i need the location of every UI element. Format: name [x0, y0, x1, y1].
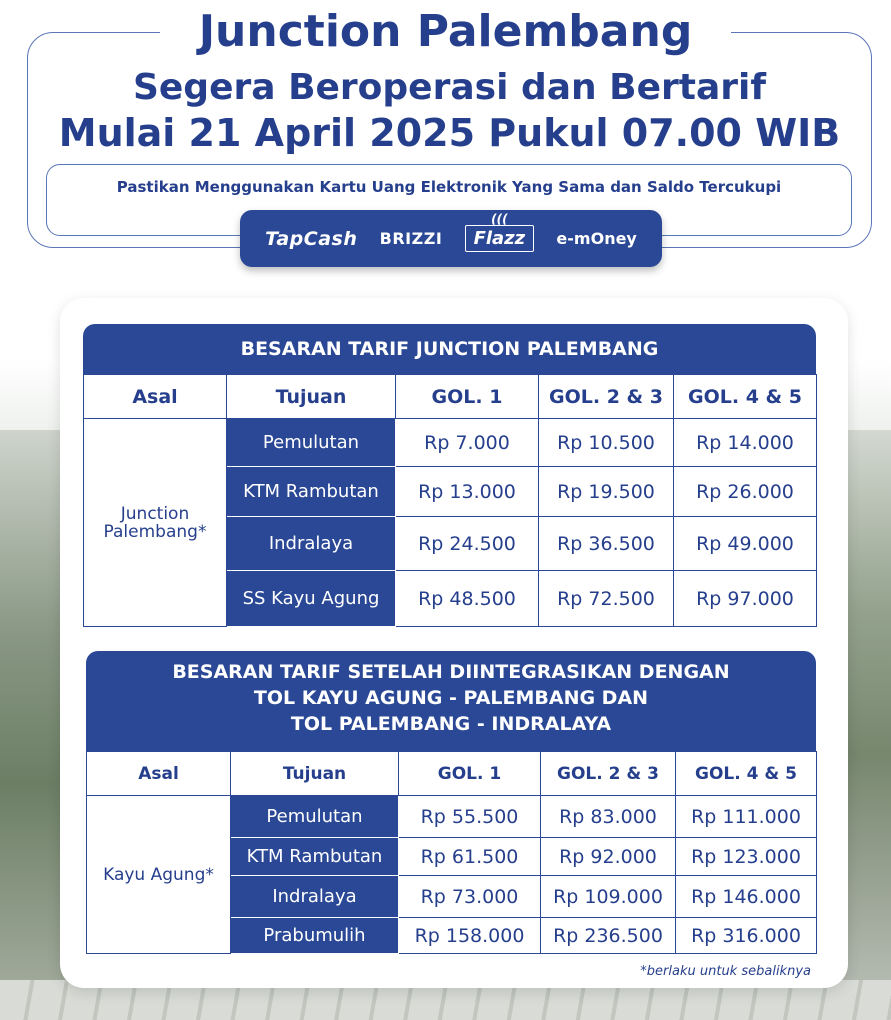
- tariff-gol1: Rp 7.000: [396, 419, 539, 467]
- tariff-gol23: Rp 10.500: [539, 419, 674, 467]
- header-gol1: GOL. 1: [399, 752, 541, 796]
- tariff-gol45: Rp 97.000: [674, 571, 817, 627]
- header-gol23: GOL. 2 & 3: [541, 752, 676, 796]
- destination-cell: SS Kayu Agung: [227, 571, 396, 627]
- header-asal: Asal: [84, 375, 227, 419]
- table2-title-line-1: BESARAN TARIF SETELAH DIINTEGRASIKAN DENGAN: [172, 661, 730, 683]
- table-header-row: [84, 375, 817, 419]
- header-gol23: GOL. 2 & 3: [539, 375, 674, 419]
- destination-cell: Indralaya: [231, 876, 399, 918]
- tariff-gol23: Rp 109.000: [541, 876, 676, 918]
- header-gol1: GOL. 1: [396, 375, 539, 419]
- table-row: [84, 419, 817, 467]
- flazz-logo: [465, 212, 535, 252]
- table1-title: BESARAN TARIF JUNCTION PALEMBANG: [83, 324, 816, 374]
- payment-cards-bar: [240, 210, 662, 267]
- tariff-gol1: Rp 158.000: [399, 918, 541, 954]
- table2-title: [86, 651, 816, 751]
- tariff-gol23: Rp 92.000: [541, 838, 676, 876]
- tariff-gol1: Rp 61.500: [399, 838, 541, 876]
- tariff-table-integrated: [86, 751, 817, 954]
- tariff-gol45: Rp 123.000: [676, 838, 817, 876]
- brizzi-logo: BRIZZI: [379, 229, 443, 248]
- tariff-gol23: Rp 36.500: [539, 517, 674, 571]
- tariff-gol1: Rp 13.000: [396, 467, 539, 517]
- header-asal: Asal: [87, 752, 231, 796]
- table-header-row: [87, 752, 817, 796]
- tariff-gol45: Rp 111.000: [676, 796, 817, 838]
- tariff-gol1: Rp 55.500: [399, 796, 541, 838]
- table2-title-line-3: TOL PALEMBANG - INDRALAYA: [290, 713, 612, 735]
- header-tujuan: Tujuan: [231, 752, 399, 796]
- origin-cell: Kayu Agung*: [87, 796, 231, 954]
- tariff-gol45: Rp 146.000: [676, 876, 817, 918]
- tariff-gol45: Rp 26.000: [674, 467, 817, 517]
- destination-cell: KTM Rambutan: [231, 838, 399, 876]
- subtitle-line-2: Mulai 21 April 2025 Pukul 07.00 WIB: [58, 111, 841, 155]
- tariff-gol45: Rp 49.000: [674, 517, 817, 571]
- tariff-gol23: Rp 19.500: [539, 467, 674, 517]
- tariff-gol23: Rp 236.500: [541, 918, 676, 954]
- table-row: [87, 796, 817, 838]
- destination-cell: Prabumulih: [231, 918, 399, 954]
- destination-cell: KTM Rambutan: [227, 467, 396, 517]
- destination-cell: Pemulutan: [227, 419, 396, 467]
- flazz-logo-text: Flazz: [473, 228, 526, 249]
- header-gol45: GOL. 4 & 5: [674, 375, 817, 419]
- destination-cell: Indralaya: [227, 517, 396, 571]
- tariff-gol1: Rp 24.500: [396, 517, 539, 571]
- header-tujuan: Tujuan: [227, 375, 396, 419]
- subtitle-line-1: Segera Beroperasi dan Bertarif: [132, 67, 767, 108]
- tariff-gol45: Rp 316.000: [676, 918, 817, 954]
- tariff-gol23: Rp 83.000: [541, 796, 676, 838]
- tariff-gol23: Rp 72.500: [539, 571, 674, 627]
- tariff-table-junction: [83, 374, 817, 627]
- contactless-icon: (((: [491, 212, 508, 226]
- origin-cell: Junction Palembang*: [84, 419, 227, 627]
- emoney-logo: e-mOney: [556, 229, 637, 248]
- notice-text: Pastikan Menggunakan Kartu Uang Elektronik Yang Sama dan Saldo Tercukupi: [116, 178, 782, 196]
- footnote: *berlaku untuk sebaliknya: [640, 964, 811, 979]
- header-gol45: GOL. 4 & 5: [676, 752, 817, 796]
- tariff-gol1: Rp 48.500: [396, 571, 539, 627]
- table2-title-line-2: TOL KAYU AGUNG - PALEMBANG DAN: [253, 687, 649, 709]
- page-title: Junction Palembang: [160, 4, 731, 60]
- tariff-gol45: Rp 14.000: [674, 419, 817, 467]
- tariff-gol1: Rp 73.000: [399, 876, 541, 918]
- tapcash-logo: TapCash: [265, 227, 358, 250]
- destination-cell: Pemulutan: [231, 796, 399, 838]
